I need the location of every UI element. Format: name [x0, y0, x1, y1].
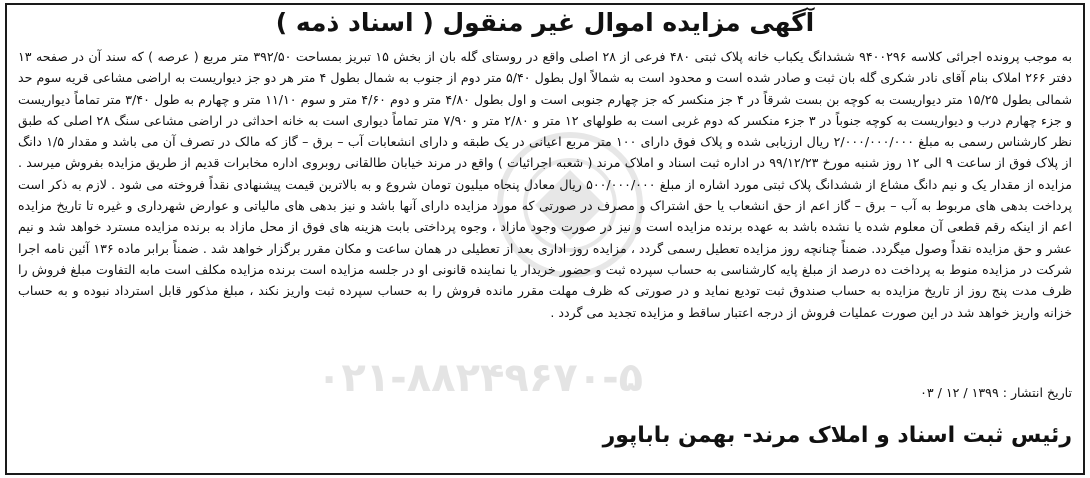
watermark-phone-number: ۰۲۱-۸۸۲۴۹۶۷۰-۵	[316, 355, 644, 401]
notice-body: به موجب پرونده اجرائی کلاسه ۹۴۰۰۲۹۶ ششدانگ یکباب خانه پلاک ثبتی ۴۸۰ فرعی از ۲۸ اصلی واقع در روستای گله بان از بخش ۱۵ تبریز بمساحت ۳۹۲/۵۰ متر مربع ( عرصه ) که سند آن در صفحه ۱۳ دفتر ۲۶۶ املاک بنام آقای نادر شکری گله بان ثبت و صادر شده است و محدود است به شمالاً اول بطول ۵/۴۰ متر دوم از جنوب به شمال بطول ۴ متر هر دو جز دیواریست به اراضی مشاعی قریه سوم حد شمالی بطول ۱۵/۲۵ متر دیواریست به کوچه بن بست شرقاً در ۴ جز منکسر که جز چهارم جنوبی است و اول بطول ۴/۸۰ متر و دوم ۴/۶۰ متر و سوم ۱۱/۱۰ متر و چهارم به طول ۳/۴۰ متر تماماً دیواریست و جزء چهارم درب و دیواریست به کوچه جنوباً در ۳ جزء منکسر که دوم غربی است به طولهای ۱۲ متر و ۲/۸۰ متر و ۷/۹۰ متر تماماً دیواری است به خانه احداثی در اراضی مشاعی سنگ ۲۸ اصلی که طبق نظر کارشناس رسمی به مبلغ ۲/۰۰۰/۰۰۰/۰۰۰ ریال ارزیابی شده و پلاک فوق دارای ۱۰۰ متر مربع اعیانی در یک طبقه و دارای انشعابات آب – برق – گاز که مالک در تصرف آن می باشد و مقدار ۱/۵ دانگ از پلاک فوق از ساعت ۹ الی ۱۲ روز شنبه مورخ ۹۹/۱۲/۲۳ در اداره ثبت اسناد و املاک مرند ( شعبه اجرائیات ) واقع در مرند خیابان طالقانی روبروی اداره مخابرات قدیم از طریق مزایده بفروش میرسد . مزایده از مقدار یک و نیم دانگ مشاع از ششدانگ پلاک ثبتی مورد اشاره از مبلغ ۵۰۰/۰۰۰/۰۰۰ ریال معادل پنجاه میلیون تومان شروع و به بالاترین قیمت پیشنهادی نقداً فروخته می شود . لازم به ذکر است پرداخت بدهی های مربوط به آب – برق – گاز اعم از حق انشعاب یا حق اشتراک و مصرف در صورتی که مورد مزایده دارای آنها باشد و نیز بدهی های مالیاتی و عوارض شهرداری و غیره تا تاریخ مزایده اعم از اینکه رقم قطعی آن معلوم شده یا نشده باشد به عهده برنده مزایده است و نیز در صورت وجود مازاد ، وجوه پرداختی بابت هزینه های فوق از محل مازاد به برنده مزایده مسترد خواهد شد و نیم عشر و حق مزایده نقداً وصول میگردد. ضمناً چنانچه روز مزایده تعطیل رسمی گردد ، مزایده روز اداری بعد از تعطیلی در همان ساعت و مکان مقرر برگزار خواهد شد . ضمناً برابر ماده ۱۳۶ آئین نامه اجرا شرکت در مزایده منوط به پرداخت ده درصد از مبلغ پایه کارشناسی به حساب سپرده ثبت و حضور خریدار یا نماینده قانونی او در جلسه مزایده است برنده مزایده مکلف است مابه التفاوت مبلغ فروش را ظرف مدت پنج روز از تاریخ مزایده به حساب صندوق ثبت تودیع نماید و در صورتی که ظرف مهلت مقرر مانده فروش را به حساب سپرده ثبت واریز نکند ، مبلغ مذکور قابل استرداد نبوده و به حساب خزانه واریز خواهد شد در این صورت عملیات فروش از درجه اعتبار ساقط و مزایده تجدید می گردد .	[18, 49, 1073, 320]
publication-date-label: تاریخ انتشار :	[1002, 385, 1072, 400]
publication-date-value: ۱۳۹۹ / ۱۲ / ۰۳	[920, 385, 999, 400]
signatory: رئیس ثبت اسناد و املاک مرند- بهمن باباپور	[602, 423, 1072, 448]
publication-date	[920, 384, 1072, 402]
notice-title: آگهی مزایده اموال غیر منقول ( اسناد ذمه )	[275, 8, 815, 37]
